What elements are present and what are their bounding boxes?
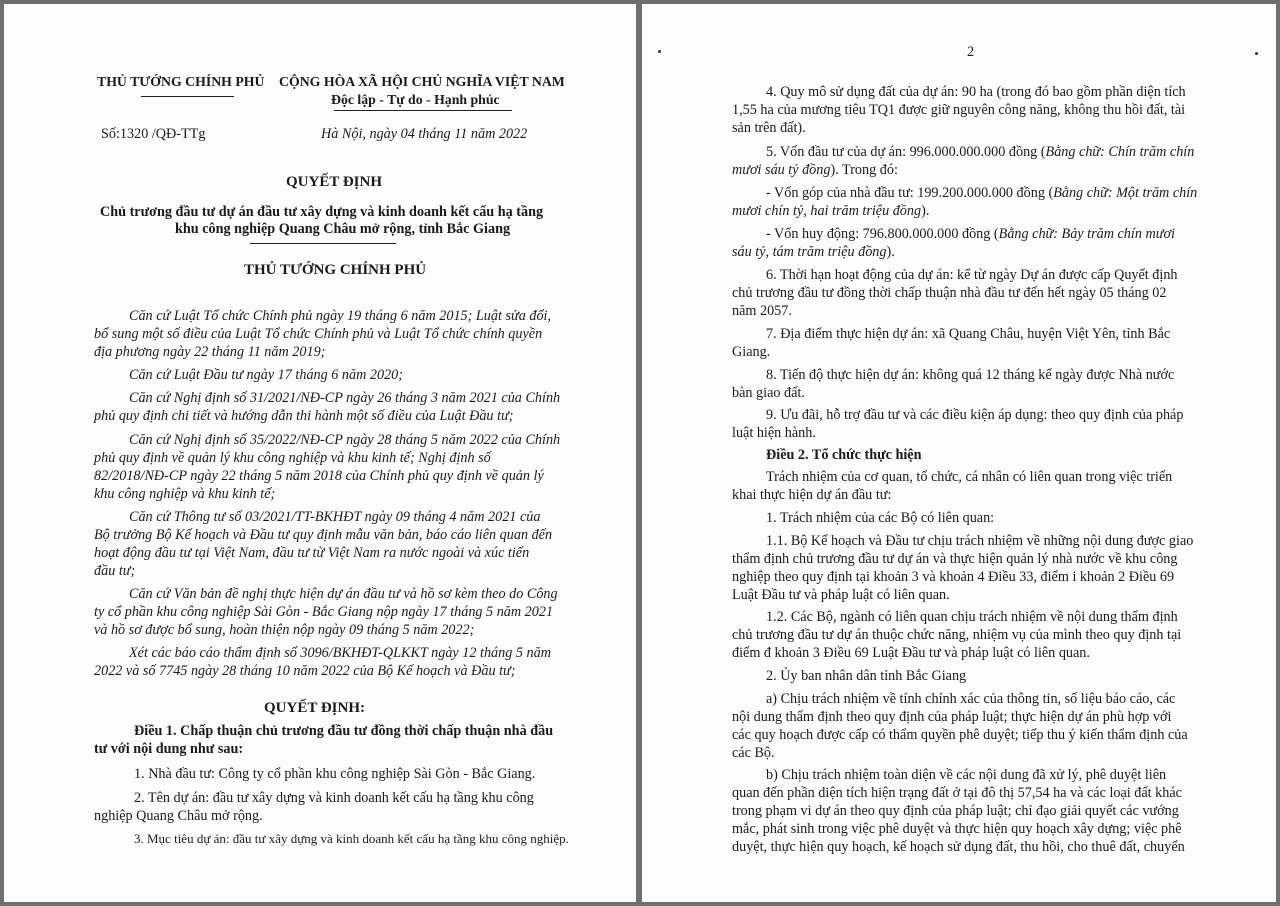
basis-line: Căn cứ Nghị định số 31/2021/NĐ-CP ngày 26 tháng 3 năm 2021 của Chính [129,390,561,406]
article-item: điểm đ khoản 3 Điều 69 Luật Đầu tư và pháp luật có liên quan. [732,645,1090,661]
capital-equity: - Vốn góp của nhà đầu tư: 199.200.000.000 đồng (Bằng chữ: Một trăm chín [766,185,1198,201]
basis-line: Căn cứ Văn bản đề nghị thực hiện dự án đầu tư và hồ sơ kèm theo do Công [129,586,558,602]
article-item: các quy hoạch được cấp có thẩm quyền phê duyệt; tiếp thu ý kiến thẩm định của [732,727,1188,743]
page-number: 2 [967,44,975,60]
capital-total: 5. Vốn đầu tư của dự án: 996.000.000.000 đồng (Bằng chữ: Chín trăm chín [766,144,1195,160]
article-item: 4. Quy mô sử dụng đất của dự án: 90 ha (trong đó bao gồm phần diện tích [766,84,1186,100]
basis-line: 2022 và số 7745 ngày 28 tháng 10 năm 2022 của Bộ Kế hoạch và Đầu tư; [94,663,516,679]
basis-line: phủ quy định chi tiết và hướng dẫn thi hành một số điều của Luật Đầu tư; [94,408,514,424]
article-item: 1. Nhà đầu tư: Công ty cổ phần khu công nghiệp Sài Gòn - Bắc Giang. [134,766,536,782]
article-item: 1,55 ha của mương tiêu TQ1 được giữ nguyên công năng, không thu hồi đất, tài [732,102,1186,118]
issuing-agency: THỦ TƯỚNG CHÍNH PHỦ [97,74,265,89]
capital-mobilized: sáu tỷ, tám trăm triệu đồng). [732,244,895,260]
document-page-right [642,4,1276,902]
article-item: trong phạm vi dự án theo quy định của pháp luật; chỉ đạo giải quyết các vướng [732,803,1179,819]
basis-line: bổ sung một số điều của Luật Tổ chức Chính phủ và Luật Tổ chức chính quyền [94,326,543,342]
republic-name: CỘNG HÒA XÃ HỘI CHỦ NGHĨA VIỆT NAM [279,74,565,89]
article-item: 9. Ưu đãi, hỗ trợ đầu tư và các điều kiện áp dụng: theo quy định của pháp [766,407,1184,423]
document-page-left [4,4,636,902]
article-item: sản trên đất). [732,120,806,136]
article-item: b) Chịu trách nhiệm toàn diện về các nội dung đã xử lý, phê duyệt liên [766,767,1167,783]
article-item: 2. Ủy ban nhân dân tỉnh Bắc Giang [766,668,967,684]
article-item: 1.1. Bộ Kế hoạch và Đầu tư chịu trách nhiệm về những nội dung được giao [766,533,1194,549]
article-item: Trách nhiệm của cơ quan, tổ chức, cá nhân có liên quan trong việc triển [766,469,1173,485]
article-item: duyệt, thực hiện quy hoạch, kế hoạch sử dụng đất, thu hồi, cho thuê đất, chuyển [732,839,1185,855]
article-item: 7. Địa điểm thực hiện dự án: xã Quang Châu, huyện Việt Yên, tỉnh Bắc [766,326,1171,342]
article-item: bàn giao đất. [732,385,805,401]
article-item: quan đến phần diện tích hiện trạng đất ở tại đô thị 57,54 ha và các loại đất khác [732,785,1182,801]
article-1-title: tư với nội dung như sau: [94,741,244,757]
basis-line: Căn cứ Luật Tổ chức Chính phủ ngày 19 tháng 6 năm 2015; Luật sửa đổi, [129,308,552,324]
article-item: chủ trương đầu tư đồng thời chấp thuận nhà đầu tư đến hết ngày 05 tháng 02 [732,285,1167,301]
article-item: 1. Trách nhiệm của các Bộ có liên quan: [766,510,995,526]
basis-line: Xét các báo cáo thẩm định số 3096/BKHĐT-QLKKT ngày 12 tháng 5 năm [129,645,551,661]
capital-total: mươi sáu tỷ đồng). Trong đó: [732,162,898,178]
basis-line: Căn cứ Thông tư số 03/2021/TT-BKHĐT ngày 09 tháng 4 năm 2021 của [129,509,541,525]
basis-line: địa phương ngày 22 tháng 11 năm 2019; [94,344,326,360]
scan-speck [658,50,661,53]
article-item: nội dung thẩm định theo quy định của pháp luật; thực hiện dự án phù hợp với [732,709,1172,725]
article-item: 8. Tiến độ thực hiện dự án: không quá 12 tháng kể ngày được Nhà nước [766,367,1175,383]
article-item: 3. Mục tiêu dự án: đầu tư xây dựng và kinh doanh kết cấu hạ tầng khu công nghiệp. [134,831,569,846]
issuing-authority: THỦ TƯỚNG CHÍNH PHỦ [244,262,427,278]
article-item: khai thực hiện dự án đầu tư: [732,487,892,503]
article-item: 1.2. Các Bộ, ngành có liên quan chịu trách nhiệm về nội dung thẩm định [766,609,1178,625]
article-item: Giang. [732,344,771,360]
subject-underline [250,243,396,244]
article-2-title: Điều 2. Tổ chức thực hiện [766,447,922,463]
basis-line: phủ quy định về quản lý khu công nghiệp và khu kinh tế; Nghị định số [94,450,491,466]
basis-line: Căn cứ Luật Đầu tư ngày 17 tháng 6 năm 2020; [129,367,403,383]
decision-heading: QUYẾT ĐỊNH: [264,700,365,716]
article-item: 6. Thời hạn hoạt động của dự án: kể từ ngày Dự án được cấp Quyết định [766,267,1178,283]
subject-line-1: Chủ trương đầu tư dự án đầu tư xây dựng và kinh doanh kết cấu hạ tầng [100,204,544,220]
article-item: nghiệp Quang Châu mở rộng. [94,808,263,824]
article-item: mắc, phát sinh trong việc phê duyệt và thực hiện quy hoạch xây dựng; việc phê [732,821,1182,837]
article-item: năm 2057. [732,303,792,319]
agency-underline [141,96,234,97]
article-item: a) Chịu trách nhiệm về tính chính xác của thông tin, số liệu báo cáo, các [766,691,1176,707]
article-item: Luật Đầu tư và pháp luật có liên quan. [732,587,950,603]
article-item: nghiệp theo quy định tại khoản 3 và khoản 4 Điều 33, điểm i khoản 2 Điều 69 [732,569,1175,585]
article-item: luật hiện hành. [732,425,816,441]
basis-line: Căn cứ Nghị định số 35/2022/NĐ-CP ngày 28 tháng 5 năm 2022 của Chính [129,432,561,448]
scan-speck [1255,52,1258,55]
basis-line: 82/2018/NĐ-CP ngày 22 tháng 5 năm 2018 của Chính phủ quy định về quản lý [94,468,544,484]
basis-line: ty cổ phần khu công nghiệp Sài Gòn - Bắc Giang nộp ngày 17 tháng 5 năm 2021 [94,604,554,620]
article-item: chủ trương đầu tư dự án thuộc chức năng, nhiệm vụ của mình theo quy định tại [732,627,1182,643]
document-number: Số:1320 /QĐ-TTg [101,126,206,142]
place-and-date: Hà Nội, ngày 04 tháng 11 năm 2022 [321,126,528,142]
basis-line: khu công nghiệp và khu kinh tế; [94,486,276,502]
article-item: thẩm định chủ trương đầu tư dự án và thực hiện quản lý nhà nước về khu công [732,551,1178,567]
document-type: QUYẾT ĐỊNH [286,174,382,190]
basis-line: hoạt động đầu tư tại Việt Nam, đầu tư từ Việt Nam ra nước ngoài và xúc tiến [94,545,530,561]
article-item: các Bộ. [732,745,775,761]
basis-line: và hồ sơ được bổ sung, hoàn thiện nộp ngày 09 tháng 5 năm 2022; [94,622,475,638]
basis-line: Bộ trưởng Bộ Kế hoạch và Đầu tư quy định mẫu văn bản, báo cáo liên quan đến [94,527,553,543]
article-item: 2. Tên dự án: đầu tư xây dựng và kinh doanh kết cấu hạ tầng khu công [134,790,534,806]
motto-underline [334,110,512,111]
basis-line: đầu tư; [94,563,136,579]
capital-mobilized: - Vốn huy động: 796.800.000.000 đồng (Bằng chữ: Bảy trăm chín mươi [766,226,1175,242]
capital-equity: mươi chín tỷ, hai trăm triệu đồng). [732,203,930,219]
subject-line-2: khu công nghiệp Quang Châu mở rộng, tỉnh Bắc Giang [175,221,511,237]
national-motto: Độc lập - Tự do - Hạnh phúc [331,92,500,107]
article-1-title: Điều 1. Chấp thuận chủ trương đầu tư đồng thời chấp thuận nhà đầu [134,723,554,739]
